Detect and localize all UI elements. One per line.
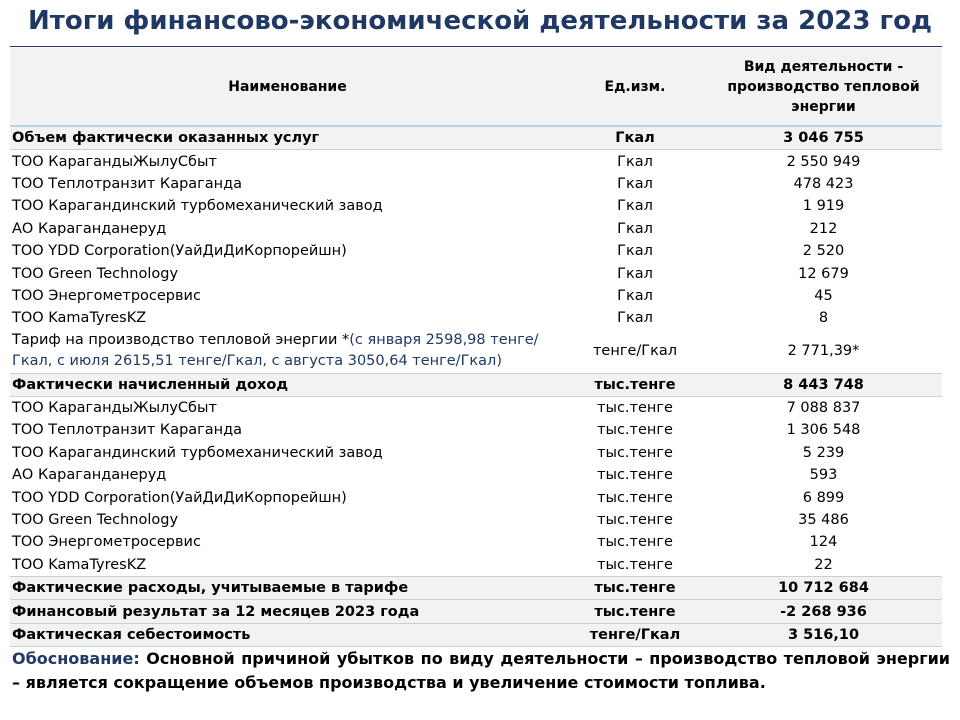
row-name-text: АО Караганданеруд <box>12 467 167 484</box>
row-value: 8 443 748 <box>705 373 942 396</box>
table-header-row <box>10 48 942 126</box>
row-name-text: Объем фактически оказанных услуг <box>12 130 320 147</box>
row-name-text: ТОО KamaTyresKZ <box>12 556 147 573</box>
row-name-text: ТОО YDD Corporation(УайДиДиКорпорейшн) <box>12 489 347 506</box>
table-row <box>10 464 942 486</box>
row-name-text: Тариф на производство тепловой энергии * <box>12 332 350 349</box>
row-value: 2 550 949 <box>786 153 861 170</box>
row-value: 1 306 548 <box>786 422 861 439</box>
header-activity: Вид деятельности - производство тепловой энергии <box>705 48 942 126</box>
header-name: Наименование <box>10 48 565 126</box>
row-value: 124 <box>809 534 838 551</box>
row-name <box>10 554 565 577</box>
row-value: 12 679 <box>798 265 849 282</box>
table-row <box>10 150 942 173</box>
row-name-text: ТОО Энергометросервис <box>12 534 201 551</box>
row-value: 22 <box>814 556 833 573</box>
row-unit: Гкал <box>617 198 653 215</box>
table-row <box>10 330 942 374</box>
table-row <box>10 262 942 284</box>
footer-note <box>12 647 950 695</box>
row-unit: Гкал <box>617 265 653 282</box>
row-value: 2 771,39* <box>787 342 860 359</box>
row-name-text: ТОО КарагандыЖылуСбыт <box>12 153 217 170</box>
table-row <box>10 554 942 577</box>
row-name-text: ТОО Карагандинский турбомеханический завод <box>12 198 383 215</box>
table-body <box>10 126 942 647</box>
row-value: 6 899 <box>802 489 845 506</box>
row-name <box>10 442 565 464</box>
row-name-text: АО Караганданеруд <box>12 220 167 237</box>
row-name <box>10 285 565 307</box>
footer-label: Обоснование: <box>12 649 140 668</box>
row-name <box>10 396 565 419</box>
row-unit: тыс.тенге <box>565 600 705 623</box>
row-unit: Гкал <box>617 243 653 260</box>
row-name-text: ТОО КарагандыЖылуСбыт <box>12 400 217 417</box>
table-row <box>10 218 942 240</box>
row-value: 5 239 <box>802 444 845 461</box>
row-unit: тыс.тенге <box>597 534 673 551</box>
row-unit: тыс.тенге <box>565 577 705 600</box>
row-name <box>10 509 565 531</box>
row-name <box>10 531 565 553</box>
row-name <box>10 623 565 646</box>
row-name <box>10 240 565 262</box>
row-name <box>10 218 565 240</box>
row-name-text: ТОО Green Technology <box>12 265 179 282</box>
row-value: 1 919 <box>802 198 845 215</box>
table-row <box>10 623 942 646</box>
row-value: 478 423 <box>793 175 854 192</box>
table-row <box>10 577 942 600</box>
row-value: 2 520 <box>802 243 845 260</box>
table-row <box>10 442 942 464</box>
row-unit: Гкал <box>617 220 653 237</box>
row-name-text: Фактически начисленный доход <box>12 376 289 393</box>
row-unit: тыс.тенге <box>597 467 673 484</box>
row-name <box>10 126 565 150</box>
footer-text: Основной причиной убытков по виду деятельности – производство тепловой энергии – является сокращение объемов производства и увеличение стоимости топлива. <box>12 649 950 692</box>
table-row <box>10 195 942 217</box>
table-row <box>10 486 942 508</box>
row-value: 3 046 755 <box>705 126 942 150</box>
row-value: 212 <box>809 220 838 237</box>
row-unit: тыс.тенге <box>597 400 673 417</box>
table-row <box>10 396 942 419</box>
row-name-text: ТОО Green Technology <box>12 512 179 529</box>
title-divider <box>10 46 942 47</box>
table-row <box>10 531 942 553</box>
row-name <box>10 373 565 396</box>
row-name <box>10 486 565 508</box>
row-name <box>10 330 565 374</box>
row-name <box>10 150 565 173</box>
row-value: 8 <box>818 310 829 327</box>
table-row <box>10 126 942 150</box>
row-value: 10 712 684 <box>705 577 942 600</box>
row-unit: Гкал <box>617 153 653 170</box>
header-unit: Ед.изм. <box>565 48 705 126</box>
row-name <box>10 195 565 217</box>
row-name-text: ТОО Теплотранзит Караганда <box>12 422 243 439</box>
row-value: 593 <box>809 467 838 484</box>
row-unit: Гкал <box>565 126 705 150</box>
table-row <box>10 240 942 262</box>
row-name <box>10 464 565 486</box>
row-unit: Гкал <box>617 287 653 304</box>
row-value: 35 486 <box>798 512 849 529</box>
table-row <box>10 173 942 195</box>
row-name <box>10 262 565 284</box>
table-row <box>10 419 942 441</box>
row-unit: Гкал <box>617 310 653 327</box>
table-row <box>10 285 942 307</box>
row-value: 7 088 837 <box>786 400 861 417</box>
row-value: 45 <box>814 287 833 304</box>
row-note: (с января 2598,98 тенге/Гкал, с июля 2615,51 тенге/Гкал, с августа 3050,64 тенге/Гкал) <box>12 332 539 370</box>
row-name-text: ТОО YDD Corporation(УайДиДиКорпорейшн) <box>12 243 347 260</box>
row-unit: тыс.тенге <box>597 512 673 529</box>
row-name-text: ТОО Энергометросервис <box>12 287 201 304</box>
row-name <box>10 577 565 600</box>
row-unit: тенге/Гкал <box>592 342 678 359</box>
report-table <box>10 48 942 647</box>
page-title: Итоги финансово-экономической деятельности за 2023 год <box>28 6 932 36</box>
row-name-text: Финансовый результат за 12 месяцев 2023 года <box>12 603 420 620</box>
row-value: 3 516,10 <box>705 623 942 646</box>
row-name-text: Фактическая себестоимость <box>12 627 251 643</box>
row-unit: тыс.тенге <box>597 489 673 506</box>
row-name-text: ТОО KamaTyresKZ <box>12 310 147 327</box>
row-name <box>10 419 565 441</box>
table-row <box>10 509 942 531</box>
row-name <box>10 173 565 195</box>
row-unit: тыс.тенге <box>565 373 705 396</box>
row-unit: тенге/Гкал <box>565 623 705 646</box>
row-unit: Гкал <box>617 175 653 192</box>
table-row <box>10 307 942 329</box>
table-row <box>10 600 942 623</box>
row-name-text: ТОО Теплотранзит Караганда <box>12 175 243 192</box>
row-unit: тыс.тенге <box>597 444 673 461</box>
row-name-text: ТОО Карагандинский турбомеханический завод <box>12 444 383 461</box>
row-unit: тыс.тенге <box>597 556 673 573</box>
row-value: -2 268 936 <box>705 600 942 623</box>
row-name-text: Фактические расходы, учитываемые в тарифе <box>12 580 409 597</box>
row-unit: тыс.тенге <box>597 422 673 439</box>
table-row <box>10 373 942 396</box>
row-name <box>10 307 565 329</box>
row-name <box>10 600 565 623</box>
